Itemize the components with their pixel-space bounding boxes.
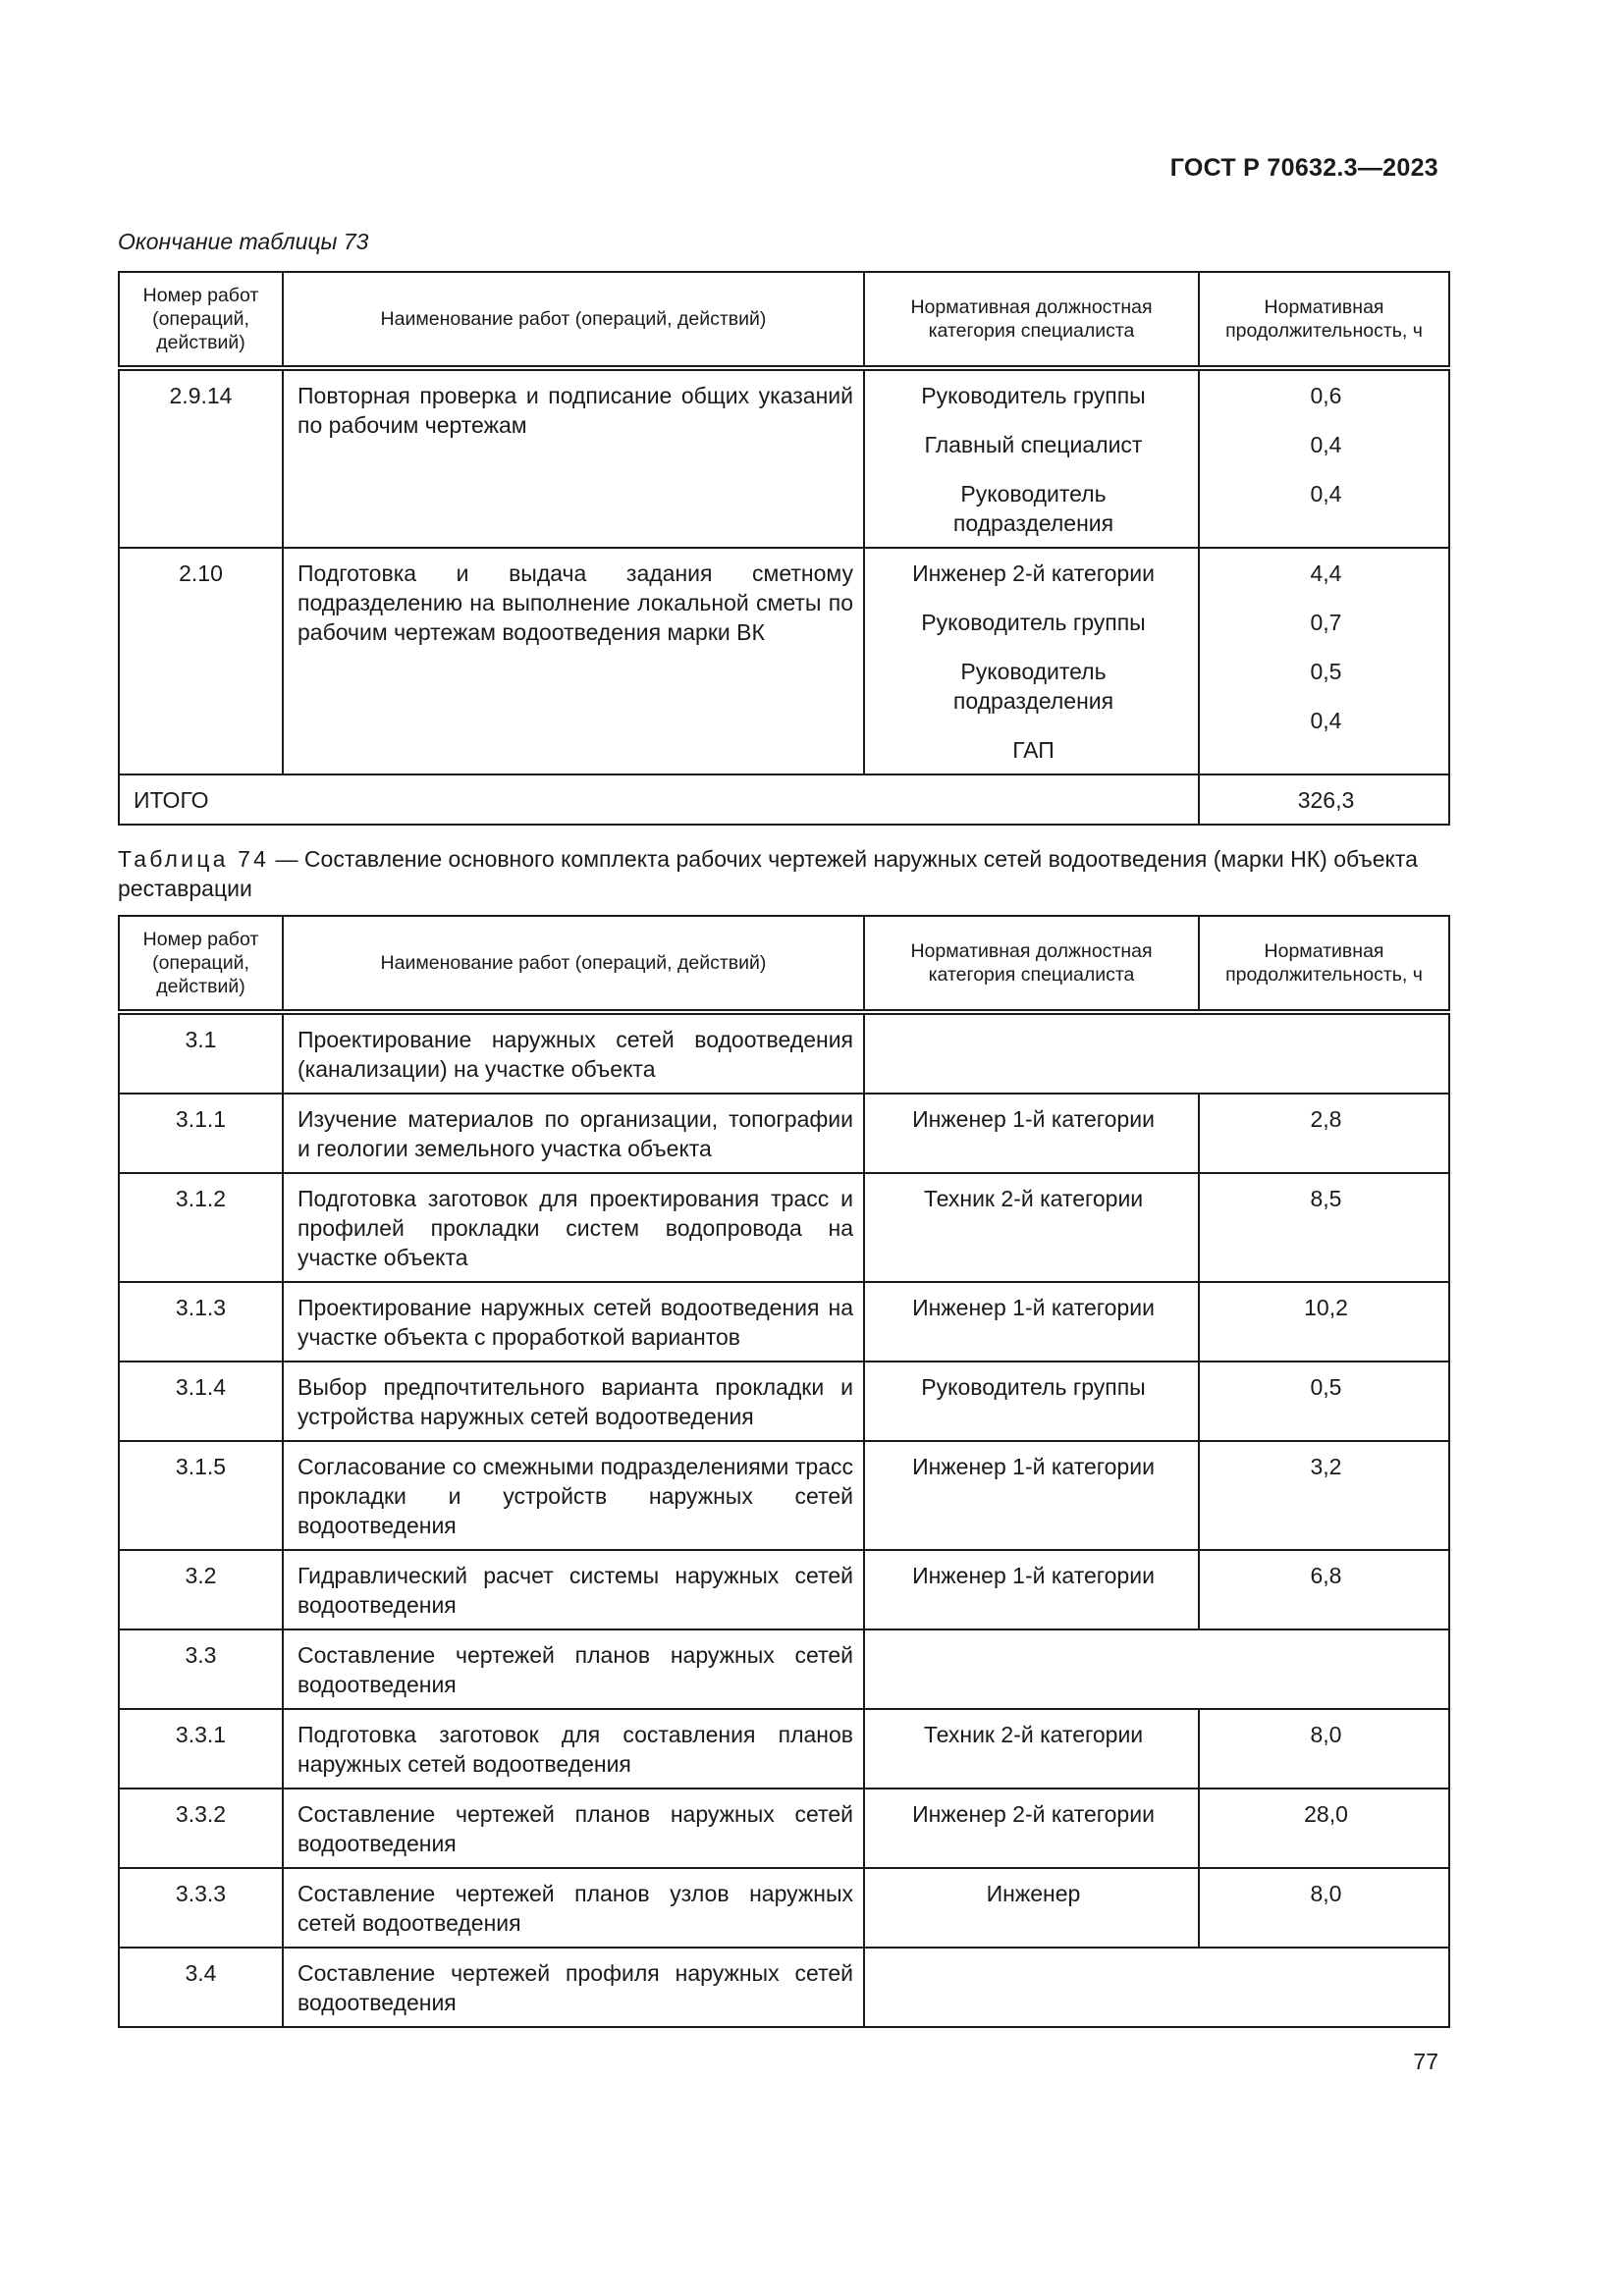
specialist-category-cell: [864, 548, 1199, 774]
duration-value: 0,5: [1310, 659, 1342, 684]
work-name: Составление чертежей планов узлов наружных сетей водоотведения: [283, 1868, 864, 1948]
table-continuation-caption: Окончание таблицы 73: [118, 229, 369, 254]
work-number: 3.1.3: [119, 1282, 283, 1362]
specialist-category: Главный специалист: [924, 432, 1143, 457]
work-name: Подготовка заготовок для составления планов наружных сетей водоотведения: [283, 1709, 864, 1789]
total-value: 326,3: [1199, 774, 1449, 825]
work-number: 3.1.2: [119, 1173, 283, 1282]
column-header-category: Нормативная должностная категория специалиста: [864, 272, 1199, 368]
table-row: [119, 1441, 1449, 1550]
table-row: [119, 1012, 1449, 1094]
table-74-caption: [118, 844, 1448, 903]
duration-value: 2,8: [1199, 1094, 1449, 1173]
work-name: Подготовка и выдача задания сметному подразделению на выполнение локальной сметы по рабочим чертежам водоотведения марки ВК: [283, 548, 864, 774]
duration-value: 28,0: [1199, 1789, 1449, 1868]
specialist-category: Инженер 2-й категории: [864, 1789, 1199, 1868]
duration-value: 8,0: [1199, 1709, 1449, 1789]
column-header-number: Номер работ (операций, действий): [119, 272, 283, 368]
table-row: [119, 1948, 1449, 2027]
work-name: Выбор предпочтительного варианта прокладки и устройства наружных сетей водоотведения: [283, 1362, 864, 1441]
page-number: 77: [1413, 2049, 1438, 2074]
duration-cell: [1199, 368, 1449, 548]
duration-value: 0,4: [1310, 708, 1342, 733]
work-number: 3.3: [119, 1629, 283, 1709]
duration-value: 8,0: [1199, 1868, 1449, 1948]
duration-cell: [1199, 548, 1449, 774]
table-row: [119, 1550, 1449, 1629]
specialist-category-cell: [864, 368, 1199, 548]
total-label: ИТОГО: [119, 774, 1199, 825]
column-header-duration: Нормативная продолжительность, ч: [1199, 272, 1449, 368]
specialist-category: Руководитель группы: [921, 383, 1146, 408]
duration-value: 8,5: [1199, 1173, 1449, 1282]
specialist-category: Инженер 1-й категории: [864, 1550, 1199, 1629]
table-74: [118, 915, 1450, 2028]
column-header-duration: Нормативная продолжительность, ч: [1199, 916, 1449, 1012]
work-number: 3.3.1: [119, 1709, 283, 1789]
specialist-category: Руководитель группы: [864, 1362, 1199, 1441]
empty-merged-cell: [864, 1629, 1449, 1709]
duration-value: 0,7: [1310, 610, 1342, 635]
column-header-category: Нормативная должностная категория специалиста: [864, 916, 1199, 1012]
table-74-caption-text: — Составление основного комплекта рабочих чертежей наружных сетей водоотведения (марки НК) объекта реставрации: [118, 846, 1418, 901]
table-row: [119, 1362, 1449, 1441]
specialist-category: Инженер: [864, 1868, 1199, 1948]
work-number: 3.1: [119, 1012, 283, 1094]
work-number: 3.1.4: [119, 1362, 283, 1441]
duration-value: 0,5: [1199, 1362, 1449, 1441]
work-name: Проектирование наружных сетей водоотведения (канализации) на участке объекта: [283, 1012, 864, 1094]
table-row: [119, 1868, 1449, 1948]
work-number: 3.1.1: [119, 1094, 283, 1173]
specialist-category: ГАП: [1012, 737, 1055, 763]
column-header-name: Наименование работ (операций, действий): [283, 272, 864, 368]
total-row: [119, 774, 1449, 825]
standard-code: ГОСТ Р 70632.3—2023: [1169, 154, 1438, 182]
specialist-category: Руководитель подразделения: [952, 659, 1114, 714]
work-number: 2.9.14: [119, 368, 283, 548]
table-header-row: [119, 272, 1449, 368]
column-header-name: Наименование работ (операций, действий): [283, 916, 864, 1012]
work-number: 3.2: [119, 1550, 283, 1629]
duration-value: 6,8: [1199, 1550, 1449, 1629]
specialist-category: Инженер 2-й категории: [912, 561, 1155, 586]
table-row: [119, 368, 1449, 548]
work-number: 3.3.2: [119, 1789, 283, 1868]
duration-value: 0,6: [1310, 383, 1342, 408]
work-name: Подготовка заготовок для проектирования трасс и профилей прокладки систем водопровода на участке объекта: [283, 1173, 864, 1282]
table-73: [118, 271, 1450, 826]
table-row: [119, 1173, 1449, 1282]
specialist-category: Техник 2-й категории: [864, 1173, 1199, 1282]
specialist-category: Руководитель группы: [921, 610, 1146, 635]
specialist-category: Инженер 1-й категории: [864, 1441, 1199, 1550]
work-name: Проектирование наружных сетей водоотведения на участке объекта с проработкой вариантов: [283, 1282, 864, 1362]
specialist-category: Техник 2-й категории: [864, 1709, 1199, 1789]
duration-value: 4,4: [1310, 561, 1342, 586]
work-number: 3.4: [119, 1948, 283, 2027]
table-row: [119, 1094, 1449, 1173]
work-name: Изучение материалов по организации, топографии и геологии земельного участка объекта: [283, 1094, 864, 1173]
work-name: Составление чертежей планов наружных сетей водоотведения: [283, 1789, 864, 1868]
duration-value: 10,2: [1199, 1282, 1449, 1362]
work-number: 2.10: [119, 548, 283, 774]
table-row: [119, 548, 1449, 774]
empty-merged-cell: [864, 1012, 1449, 1094]
table-row: [119, 1789, 1449, 1868]
duration-value: 0,4: [1310, 481, 1342, 507]
table-row: [119, 1282, 1449, 1362]
table-row: [119, 1709, 1449, 1789]
column-header-number: Номер работ (операций, действий): [119, 916, 283, 1012]
specialist-category: Руководитель подразделения: [952, 481, 1114, 536]
specialist-category: Инженер 1-й категории: [864, 1282, 1199, 1362]
table-74-caption-prefix: Таблица 74: [118, 846, 270, 872]
table-row: [119, 1629, 1449, 1709]
empty-merged-cell: [864, 1948, 1449, 2027]
work-number: 3.1.5: [119, 1441, 283, 1550]
work-number: 3.3.3: [119, 1868, 283, 1948]
work-name: Составление чертежей профиля наружных сетей водоотведения: [283, 1948, 864, 2027]
specialist-category: Инженер 1-й категории: [864, 1094, 1199, 1173]
work-name: Гидравлический расчет системы наружных сетей водоотведения: [283, 1550, 864, 1629]
work-name: Составление чертежей планов наружных сетей водоотведения: [283, 1629, 864, 1709]
work-name: Согласование со смежными подразделениями трасс прокладки и устройств наружных сетей водоотведения: [283, 1441, 864, 1550]
work-name: Повторная проверка и подписание общих указаний по рабочим чертежам: [283, 368, 864, 548]
duration-value: 3,2: [1199, 1441, 1449, 1550]
table-header-row: [119, 916, 1449, 1012]
duration-value: 0,4: [1310, 432, 1342, 457]
